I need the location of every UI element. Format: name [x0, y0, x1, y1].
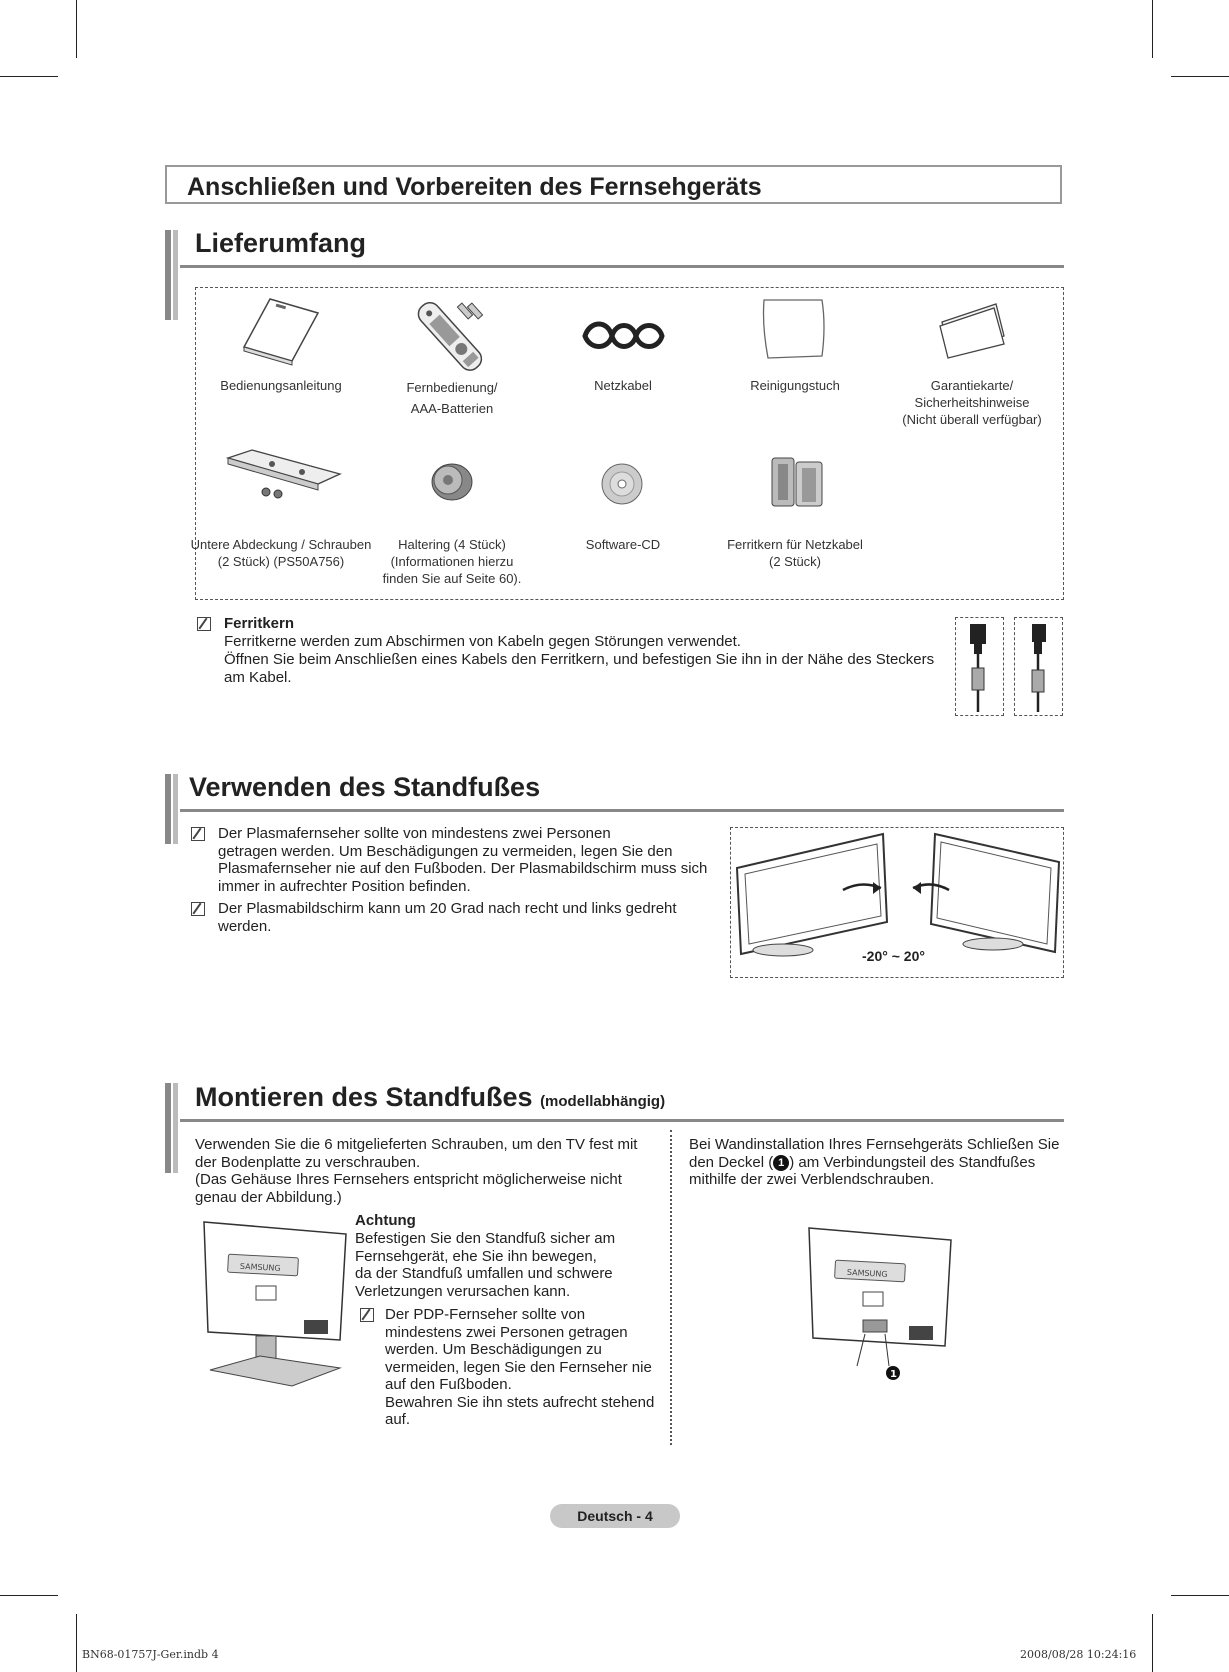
- swivel-tv-illustration: [735, 832, 1060, 952]
- note-icon: [191, 902, 205, 916]
- section-bar: [165, 1083, 178, 1173]
- right-text-part: ) am Verbindungsteil des Standfußes mithilfe der zwei Verblendschrauben.: [689, 1153, 1036, 1188]
- note-heading: Ferritkern: [224, 615, 295, 632]
- crop-mark: [76, 0, 77, 58]
- remote-control-icon: [410, 295, 490, 375]
- ferrite-core-icon: [768, 452, 828, 512]
- note-icon: [197, 617, 211, 631]
- note-line: Öffnen Sie beim Anschließen eines Kabels den Ferritkern, und befestigen Sie ihn in der Nähe des Steckers: [224, 651, 935, 668]
- item-label: Fernbedienung/ AAA-Batterien: [406, 380, 498, 416]
- section-rule: [180, 1119, 1064, 1122]
- plug-ferrite-icon: [1020, 622, 1060, 712]
- montieren-left-text: Verwenden Sie die 6 mitgelieferten Schrauben, um den TV fest mit der Bodenplatte zu verschrauben. (Das Gehäuse Ihres Fernsehers entspricht möglicherweise nicht genau der Abbildung.): [195, 1136, 638, 1206]
- swivel-angle-label: -20° ~ 20°: [862, 948, 925, 964]
- right-text-part: Bei Wandinstallation Ihres Fernsehgeräts Schließen Sie den Deckel (: [689, 1136, 1060, 1171]
- tv-back-wall-illustration: [805, 1226, 955, 1380]
- caution-text: Befestigen Sie den Standfuß sicher am Fernsehgerät, ehe Sie ihn bewegen, da der Standfuß umfallen und schwere Verletzungen verursachen kann.: [355, 1230, 616, 1300]
- item-label: Netzkabel: [594, 378, 652, 393]
- warranty-card-icon: [938, 300, 1012, 358]
- standfuss-note-1: Der Plasmafernseher sollte von mindestens zwei Personen getragen werden. Um Beschädigungen zu vermeiden, legen Sie den Plasmafernseher nie auf den Fußboden. Der Plasmabildschirm muss sich immer in aufrechter Position befinden.: [218, 825, 708, 895]
- crop-mark: [1152, 0, 1153, 58]
- page-label: Deutsch - 4: [550, 1504, 680, 1528]
- manual-icon: [240, 295, 320, 365]
- marker-1: 1: [773, 1155, 789, 1171]
- section-bar: [165, 774, 178, 844]
- main-title-box: [165, 165, 1062, 204]
- power-cable-icon: [580, 318, 670, 358]
- item-label: Bedienungsanleitung: [220, 378, 342, 393]
- cleaning-cloth-icon: [760, 296, 830, 361]
- montieren-title-text: Montieren des Standfußes: [195, 1082, 533, 1112]
- tv-back-with-stand-illustration: [200, 1220, 350, 1390]
- section-title-montieren: [195, 1082, 665, 1113]
- column-divider: [670, 1130, 672, 1445]
- tv-brand-label: SAMSUNG: [239, 1261, 281, 1273]
- section-rule: [180, 809, 1064, 812]
- holder-ring-icon: [428, 458, 478, 502]
- montieren-subtitle: (modellabhängig): [540, 1093, 666, 1110]
- caution-heading: Achtung: [355, 1212, 416, 1229]
- item-label: Software-CD: [585, 537, 661, 552]
- main-title: Anschließen und Vorbereiten des Fernsehgeräts: [187, 173, 762, 201]
- section-rule: [180, 265, 1064, 268]
- footer-left: BN68-01757J-Ger.indb 4: [82, 1648, 219, 1661]
- item-label: Ferritkern für Netzkabel (2 Stück): [727, 537, 863, 569]
- section-title-lieferumfang: Lieferumfang: [195, 228, 367, 258]
- crop-mark: [1152, 1614, 1153, 1672]
- note-icon: [360, 1308, 374, 1322]
- crop-mark: [1171, 1595, 1229, 1596]
- crop-mark: [76, 1614, 77, 1672]
- tv-brand-label: SAMSUNG: [846, 1267, 888, 1279]
- section-bar: [165, 230, 178, 320]
- note-line: am Kabel.: [224, 669, 292, 686]
- item-label: Garantiekarte/ Sicherheitshinweise (Nicht überall verfügbar): [902, 378, 1042, 427]
- caution-note: Der PDP-Fernseher sollte von mindestens zwei Personen getragen werden. Um Beschädigungen zu vermeiden, legen Sie den Fernseher nie auf den Fußboden. Bewahren Sie ihn stets aufrecht stehend auf.: [385, 1306, 655, 1428]
- footer-right: 2008/08/28 10:24:16: [1020, 1648, 1137, 1661]
- item-label: Haltering (4 Stück) (Informationen hierzu finden Sie auf Seite 60).: [382, 537, 522, 586]
- crop-mark: [0, 76, 58, 77]
- note-icon: [191, 827, 205, 841]
- item-label: Untere Abdeckung / Schrauben (2 Stück) (PS50A756): [190, 537, 372, 569]
- plug-ferrite-icon: [960, 622, 1000, 712]
- standfuss-note-2: Der Plasmabildschirm kann um 20 Grad nach recht und links gedreht werden.: [218, 900, 677, 935]
- section-title-standfuss: Verwenden des Standfußes: [189, 772, 541, 802]
- note-line: Ferritkerne werden zum Abschirmen von Kabeln gegen Störungen verwendet.: [224, 633, 741, 650]
- software-cd-icon: [600, 462, 644, 506]
- montieren-right-text: [689, 1136, 1059, 1189]
- item-label: Reinigungstuch: [750, 378, 840, 393]
- illustration-marker-1: 1: [890, 1369, 897, 1380]
- crop-mark: [1171, 76, 1229, 77]
- crop-mark: [0, 1595, 58, 1596]
- bottom-cover-icon: [222, 448, 342, 504]
